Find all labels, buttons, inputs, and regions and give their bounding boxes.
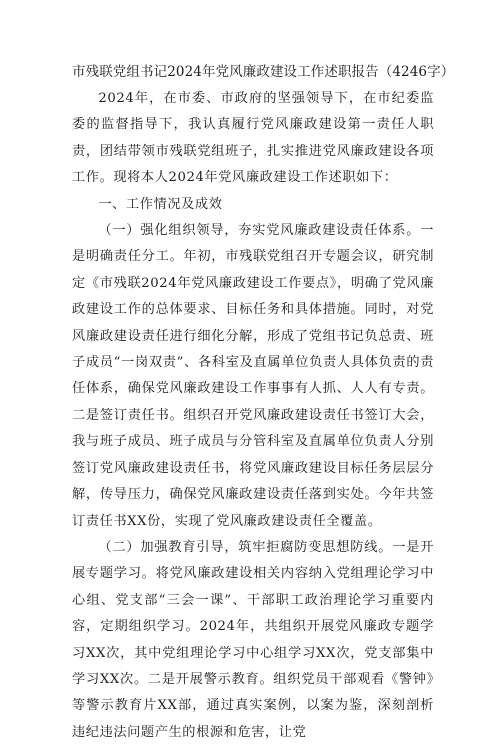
intro-paragraph: 2024年，在市委、市政府的坚强领导下，在市纪委监委的监督指导下，我认真履行党风廉政建设第一责任人职责，团结带领市残联党组班子，扎实推进党风廉政建设各项工作。现将本人2024年党风廉政建设工作述职如下： xyxy=(72,91,434,186)
section-heading: 一、工作情况及成效 xyxy=(98,196,223,212)
body-paragraph-2: （二）加强教育引导，筑牢拒腐防变思想防线。一是开展专题学习。将党风廉政建设相关内容纳入党组理论学习中心组、党支部“三会一课”、干部职工政治理论学习重要内容，定期组织学习。2024年，共组织开展党风廉政专题学习XX次，其中党组理论学习中心组学习XX次，党支部集中学习XX次。二是开展警示教育。组织党员干部观看《警钟》等警示教育片XX部，通过真实案例，以案为鉴，深刻剖析违纪违法问题产生的根源和危害，让党 xyxy=(72,539,434,740)
document-title: 市残联党组书记2024年党风廉政建设工作述职报告（4246字） xyxy=(72,64,455,80)
body-paragraph-1: （一）强化组织领导，夯实党风廉政建设责任体系。一是明确责任分工。年初，市残联党组召开专题会议，研究制定《市残联2024年党风廉政建设工作要点》，明确了党风廉政建设工作的总体要求、目标任务和具体措施。同时，对党风廉政建设责任进行细化分解，形成了党组书记负总责、班子成员“一岗双责”、各科室及直属单位负责人具体负责的责任体系，确保党风廉政建设工作事事有人抓、人人有专责。二是签订责任书。组织召开党风廉政建设责任书签订大会，我与班子成员、班子成员与分管科室及直属单位负责人分别签订党风廉政建设责任书，将党风廉政建设目标任务层层分解，传导压力，确保党风廉政建设责任落到实处。今年共签订责任书XX份，实现了党风廉政建设责任全覆盖。 xyxy=(72,223,434,529)
document-page xyxy=(72,62,455,746)
